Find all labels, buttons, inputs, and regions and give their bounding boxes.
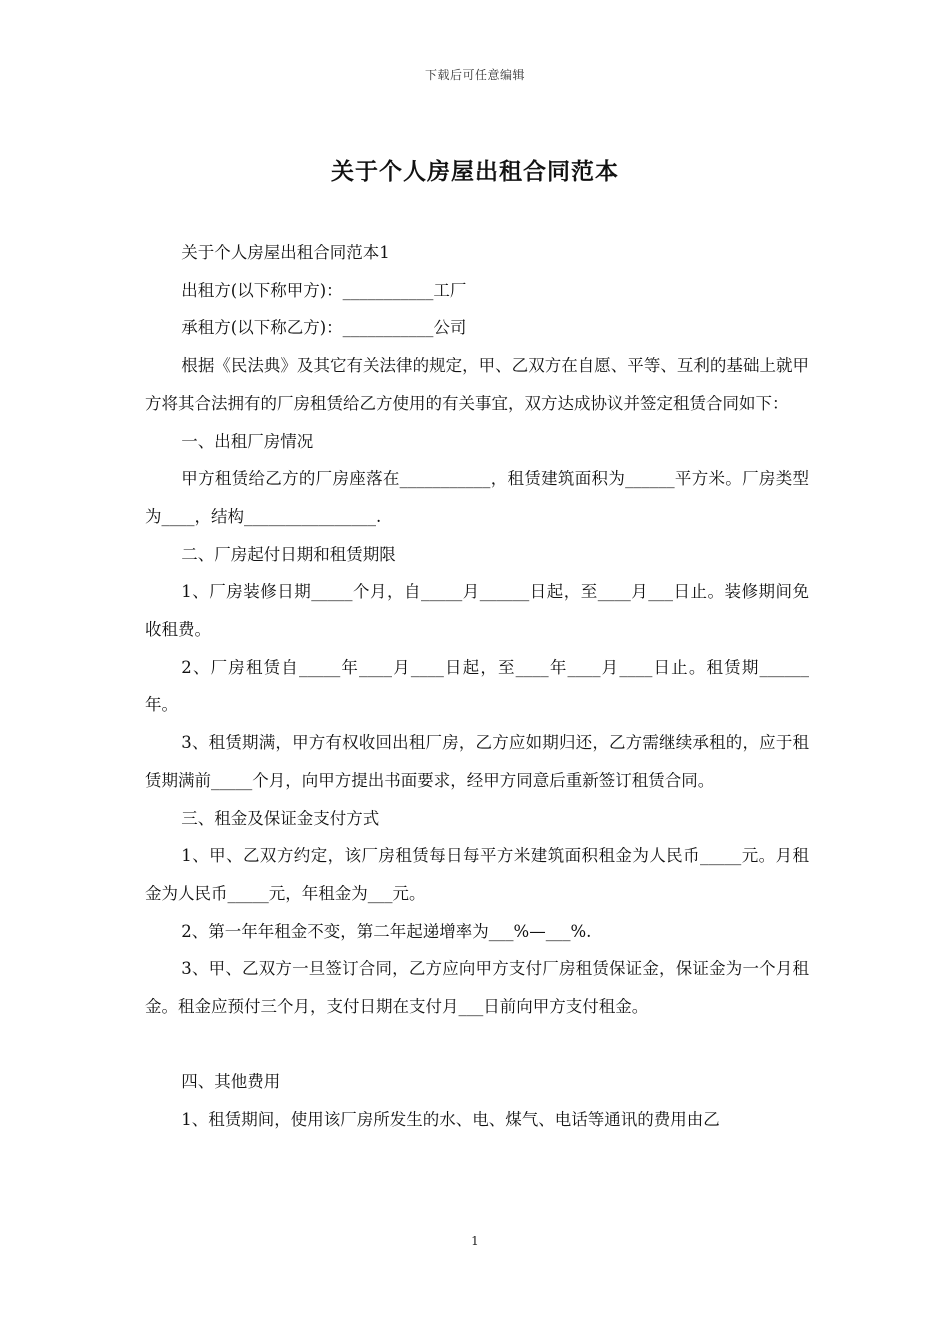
clause-paragraph: 1、甲、乙双方约定，该厂房租赁每日每平方米建筑面积租金为人民币_____元。月租金为人民币_____元，年租金为___元。 (145, 846, 809, 903)
clause-heading-4: 四、其他费用 (181, 1072, 281, 1092)
clause-paragraph: 1、租赁期间，使用该厂房所发生的水、电、煤气、电话等通讯的费用由乙 (181, 1110, 720, 1130)
page-header-note: 下载后可任意编辑 (424, 68, 525, 82)
clause-paragraph: 2、厂房租赁自_____年____月____日起，至____年____月____日止。租赁期______年。 (145, 657, 809, 715)
clause-paragraph: 1、厂房装修日期_____个月，自_____月______日起，至____月___日止。装修期间免收租费。 (145, 582, 809, 640)
section-heading: 关于个人房屋出租合同范本1 (181, 243, 390, 262)
clause-heading-2: 二、厂房起付日期和租赁期限 (181, 544, 396, 564)
clause-paragraph: 3、租赁期满，甲方有权收回出租厂房，乙方应如期归还，乙方需继续承租的，应于租赁期满前_____个月，向甲方提出书面要求，经甲方同意后重新签订租赁合同。 (145, 733, 809, 790)
clause-paragraph: 2、第一年年租金不变，第二年起递增率为___%—___%. (181, 921, 592, 941)
party-a-line: 出租方(以下称甲方)：___________工厂 (181, 280, 467, 300)
page-number: 1 (471, 1234, 479, 1248)
clause-paragraph: 3、甲、乙双方一旦签订合同，乙方应向甲方支付厂房租赁保证金，保证金为一个月租金。租金应预付三个月，支付日期在支付月___日前向甲方支付租金。 (145, 959, 809, 1017)
clause-heading-1: 一、出租厂房情况 (181, 431, 314, 451)
party-b-line: 承租方(以下称乙方)：___________公司 (181, 318, 467, 338)
clause-heading-3: 三、租金及保证金支付方式 (181, 808, 380, 828)
document-title: 关于个人房屋出租合同范本 (331, 158, 619, 185)
preamble-paragraph: 根据《民法典》及其它有关法律的规定，甲、乙双方在自愿、平等、互利的基础上就甲方将其合法拥有的厂房租赁给乙方使用的有关事宜，双方达成协议并签定租赁合同如下： (145, 356, 809, 413)
document-body (145, 234, 809, 1139)
clause-paragraph: 甲方租赁给乙方的厂房座落在___________，租赁建筑面积为______平方米。厂房类型为____，结构________________. (145, 469, 809, 526)
